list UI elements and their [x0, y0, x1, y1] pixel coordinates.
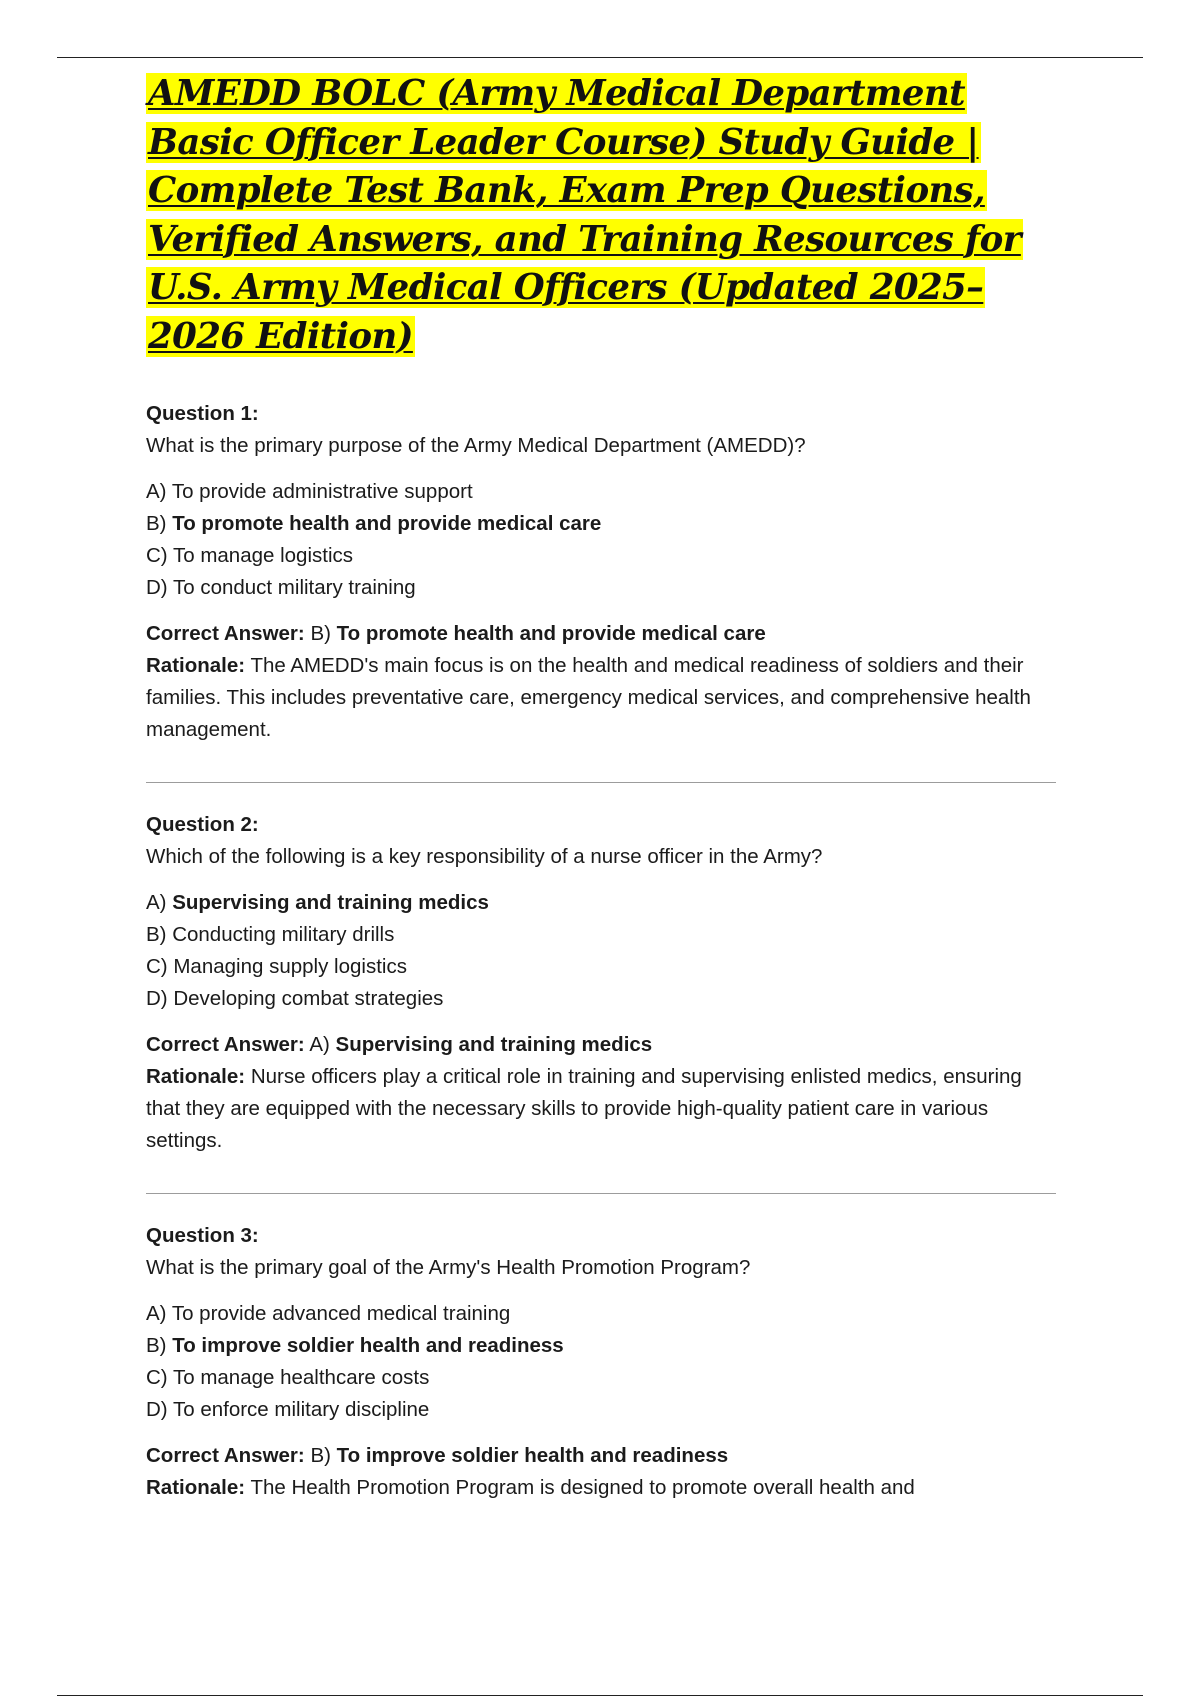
- option-letter: C): [146, 1366, 168, 1389]
- correct-answer-label: Correct Answer:: [146, 622, 305, 645]
- option-text: Developing combat strategies: [173, 987, 444, 1010]
- rationale-text: Nurse officers play a critical role in training and supervising enlisted medics, ensuring that they are equipped with the necessary skills to provide high-quality patient care in various settings.: [146, 1065, 1022, 1152]
- question-text: Which of the following is a key responsibility of a nurse officer in the Army?: [146, 845, 823, 868]
- correct-answer-letter: A): [309, 1033, 330, 1056]
- option-text-correct: Supervising and training medics: [172, 891, 489, 914]
- correct-answer-label: Correct Answer:: [146, 1033, 305, 1056]
- title-highlight: AMEDD BOLC (Army Medical Department Basic Officer Leader Course) Study Guide | Complete Test Bank, Exam Prep Questions, Verified Answers, and Training Resources for U.S. Army Medical Officers (Updated 2025–2026 Edition): [148, 73, 1021, 357]
- option-b: [146, 508, 1056, 540]
- option-text-correct: To improve soldier health and readiness: [172, 1334, 564, 1357]
- option-text: Conducting military drills: [172, 923, 395, 946]
- document-body: [146, 70, 1056, 1504]
- page-top-rule: [57, 57, 1143, 58]
- correct-answer-text: To improve soldier health and readiness: [336, 1444, 729, 1467]
- option-c: [146, 540, 1056, 572]
- question-label: Question 2:: [146, 813, 259, 836]
- option-letter: C): [146, 955, 168, 978]
- answer-options: [146, 887, 1056, 1015]
- option-c: [146, 1362, 1056, 1394]
- correct-answer-letter: B): [310, 622, 331, 645]
- option-letter: D): [146, 576, 168, 599]
- option-c: [146, 951, 1056, 983]
- rationale-label: Rationale:: [146, 1476, 246, 1499]
- option-a: [146, 1298, 1056, 1330]
- option-b: [146, 1330, 1056, 1362]
- correct-answer-text: Supervising and training medics: [335, 1033, 653, 1056]
- rationale-text: The AMEDD's main focus is on the health and medical readiness of soldiers and their families. This includes preventative care, emergency medical services, and comprehensive health management.: [146, 654, 1031, 741]
- correct-answer: [146, 1029, 1056, 1061]
- rationale-text: The Health Promotion Program is designed to promote overall health and: [250, 1476, 915, 1499]
- question-label: Question 3:: [146, 1224, 259, 1247]
- rationale: [146, 650, 1056, 746]
- option-text: To manage healthcare costs: [172, 1366, 430, 1389]
- option-letter: A): [146, 1302, 167, 1325]
- option-d: [146, 572, 1056, 604]
- question-2: [146, 809, 1056, 1157]
- question-separator: [146, 1193, 1056, 1194]
- option-a: [146, 887, 1056, 919]
- option-letter: A): [146, 891, 167, 914]
- question-3: [146, 1220, 1056, 1504]
- rationale: [146, 1472, 1056, 1504]
- correct-answer-text: To promote health and provide medical care: [336, 622, 766, 645]
- option-d: [146, 983, 1056, 1015]
- option-text: To manage logistics: [172, 544, 354, 567]
- option-text: To provide administrative support: [171, 480, 473, 503]
- option-text-correct: To promote health and provide medical care: [172, 512, 602, 535]
- option-text: To provide advanced medical training: [171, 1302, 511, 1325]
- question-1: [146, 398, 1056, 746]
- rationale-label: Rationale:: [146, 654, 246, 677]
- option-letter: D): [146, 987, 168, 1010]
- correct-answer: [146, 618, 1056, 650]
- option-letter: C): [146, 544, 168, 567]
- option-letter: A): [146, 480, 167, 503]
- option-letter: D): [146, 1398, 168, 1421]
- document-title: [146, 70, 1056, 361]
- answer-options: [146, 1298, 1056, 1426]
- question-label: Question 1:: [146, 402, 259, 425]
- option-d: [146, 1394, 1056, 1426]
- option-letter: B): [146, 1334, 167, 1357]
- option-letter: B): [146, 512, 167, 535]
- option-text: To enforce military discipline: [172, 1398, 430, 1421]
- option-text: To conduct military training: [172, 576, 416, 599]
- option-b: [146, 919, 1056, 951]
- question-text: What is the primary goal of the Army's Health Promotion Program?: [146, 1256, 751, 1279]
- answer-options: [146, 476, 1056, 604]
- option-text: Managing supply logistics: [173, 955, 407, 978]
- correct-answer-label: Correct Answer:: [146, 1444, 305, 1467]
- question-separator: [146, 782, 1056, 783]
- correct-answer: [146, 1440, 1056, 1472]
- rationale: [146, 1061, 1056, 1157]
- option-a: [146, 476, 1056, 508]
- page-bottom-rule: [57, 1695, 1143, 1696]
- question-text: What is the primary purpose of the Army Medical Department (AMEDD)?: [146, 434, 806, 457]
- option-letter: B): [146, 923, 167, 946]
- rationale-label: Rationale:: [146, 1065, 246, 1088]
- correct-answer-letter: B): [310, 1444, 331, 1467]
